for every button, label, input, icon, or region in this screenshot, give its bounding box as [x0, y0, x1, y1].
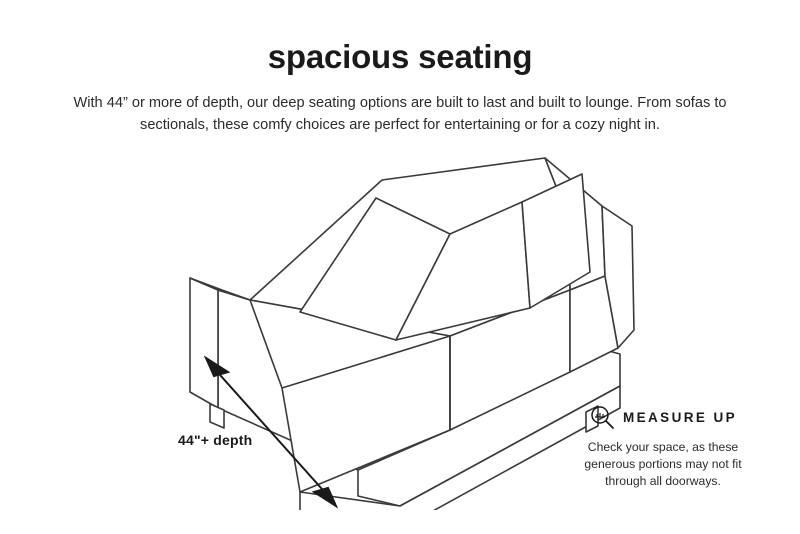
depth-dimension-label: 44"+ depth — [178, 432, 253, 448]
measure-up-body-line-2: generous portions may not fit — [584, 457, 742, 471]
sofa-left-arm-outer — [190, 278, 218, 408]
measure-up-body — [548, 439, 778, 490]
measure-up-heading — [548, 404, 778, 430]
measure-up-title: MEASURE UP — [622, 409, 737, 425]
measure-up-body-line-3: through all doorways. — [605, 474, 721, 488]
page-title: spacious seating — [267, 38, 533, 75]
magnifier-ruler-icon — [589, 404, 615, 430]
measure-up-body-line-1: Check your space, as these — [587, 440, 739, 454]
measure-up-callout — [548, 404, 778, 490]
page-subtitle: With 44” or more of depth, our deep seating options are built to last and built to lounge. From sofas to sectionals, these comfy choices are perfect for entertaining or for a cozy night in. — [73, 95, 727, 133]
